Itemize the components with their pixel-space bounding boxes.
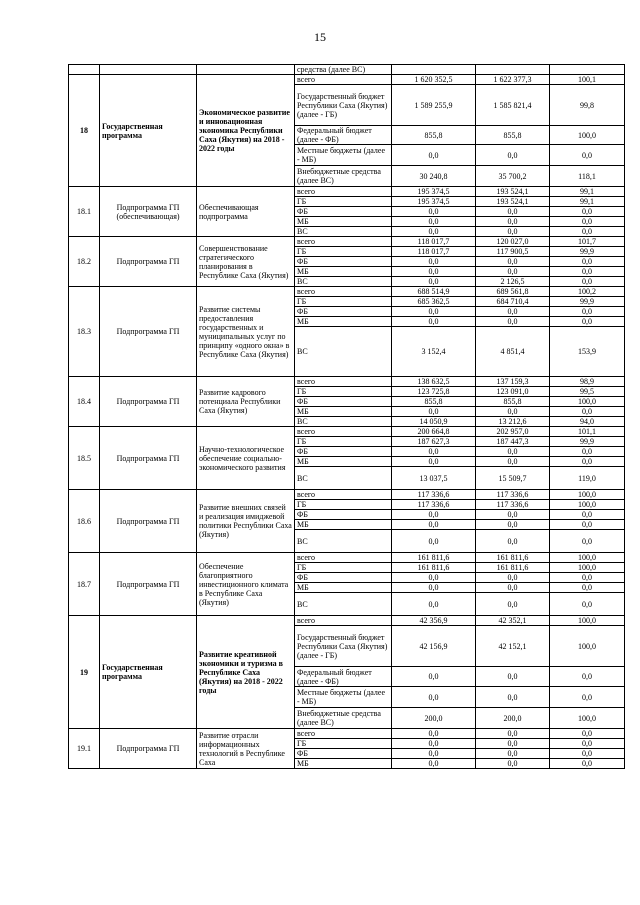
funding-source: ГБ — [295, 437, 392, 447]
percent-value: 0,0 — [550, 227, 625, 237]
table-row — [69, 377, 625, 387]
row-number: 18.1 — [69, 187, 100, 237]
table-row — [69, 729, 625, 739]
funding-source: ФБ — [295, 397, 392, 407]
planned-value: 0,0 — [392, 593, 476, 616]
actual-value: 684 710,4 — [476, 297, 550, 307]
percent-value: 0,0 — [550, 407, 625, 417]
planned-value: 0,0 — [392, 257, 476, 267]
percent-value: 100,0 — [550, 500, 625, 510]
actual-value: 689 561,8 — [476, 287, 550, 297]
funding-source: МБ — [295, 317, 392, 327]
actual-value: 193 524,1 — [476, 187, 550, 197]
page-number: 15 — [314, 30, 326, 44]
funding-source: ВС — [295, 227, 392, 237]
funding-source: всего — [295, 616, 392, 626]
planned-value: 0,0 — [392, 447, 476, 457]
planned-value: 0,0 — [392, 317, 476, 327]
percent-value: 0,0 — [550, 510, 625, 520]
percent-value: 99,9 — [550, 437, 625, 447]
actual-value: 137 159,3 — [476, 377, 550, 387]
planned-value: 161 811,6 — [392, 553, 476, 563]
funding-source: ГБ — [295, 739, 392, 749]
funding-source: Местные бюджеты (далее - МБ) — [295, 687, 392, 708]
funding-source: ГБ — [295, 297, 392, 307]
table-row — [69, 616, 625, 626]
planned-value: 0,0 — [392, 739, 476, 749]
funding-source: Федеральный бюджет (далее - ФБ) — [295, 667, 392, 687]
funding-source: всего — [295, 427, 392, 437]
row-number: 18 — [69, 75, 100, 187]
planned-value: 200 664,8 — [392, 427, 476, 437]
funding-source: ФБ — [295, 257, 392, 267]
planned-value: 0,0 — [392, 520, 476, 530]
funding-source: ВС — [295, 277, 392, 287]
program-type: Государственная программа — [100, 75, 197, 187]
program-type: Подпрограмма ГП — [100, 553, 197, 616]
table-row — [69, 237, 625, 247]
percent-value: 0,0 — [550, 687, 625, 708]
funding-source: всего — [295, 287, 392, 297]
actual-value: 0,0 — [476, 217, 550, 227]
actual-value: 0,0 — [476, 267, 550, 277]
program-type: Подпрограмма ГП — [100, 237, 197, 287]
funding-source: всего — [295, 553, 392, 563]
percent-value: 0,0 — [550, 593, 625, 616]
planned-value: 161 811,6 — [392, 563, 476, 573]
planned-value: 685 362,5 — [392, 297, 476, 307]
planned-value: 0,0 — [392, 217, 476, 227]
program-type: Подпрограмма ГП — [100, 490, 197, 553]
actual-value: 0,0 — [476, 759, 550, 769]
actual-value: 117 900,5 — [476, 247, 550, 257]
percent-value: 0,0 — [550, 447, 625, 457]
funding-source: ВС — [295, 467, 392, 490]
program-type: Подпрограмма ГП (обеспечивающая) — [100, 187, 197, 237]
percent-value: 100,0 — [550, 708, 625, 729]
planned-value: 0,0 — [392, 207, 476, 217]
row-number: 18.2 — [69, 237, 100, 287]
planned-value: 0,0 — [392, 307, 476, 317]
percent-value: 100,0 — [550, 616, 625, 626]
planned-value: 855,8 — [392, 126, 476, 145]
funding-source: ВС — [295, 417, 392, 427]
planned-value: 3 152,4 — [392, 327, 476, 377]
actual-value: 0,0 — [476, 407, 550, 417]
percent-value: 99,9 — [550, 297, 625, 307]
actual-value: 0,0 — [476, 207, 550, 217]
funding-source: всего — [295, 490, 392, 500]
actual-value: 161 811,6 — [476, 553, 550, 563]
actual-value: 35 700,2 — [476, 166, 550, 187]
table-row — [69, 287, 625, 297]
funding-source: ГБ — [295, 387, 392, 397]
planned-value: 117 336,6 — [392, 490, 476, 500]
percent-value: 101,1 — [550, 427, 625, 437]
percent-value: 100,2 — [550, 287, 625, 297]
percent-value: 0,0 — [550, 583, 625, 593]
actual-value: 0,0 — [476, 520, 550, 530]
funding-source: ГБ — [295, 563, 392, 573]
percent-value: 101,7 — [550, 237, 625, 247]
actual-value: 855,8 — [476, 126, 550, 145]
budget-table — [68, 64, 625, 769]
program-name: Экономическое развитие и инновационная экономика Республики Саха (Якутия) на 2018 - 2022 годы — [197, 75, 295, 187]
actual-value: 202 957,0 — [476, 427, 550, 437]
actual-value: 187 447,3 — [476, 437, 550, 447]
planned-value: 30 240,8 — [392, 166, 476, 187]
actual-value: 200,0 — [476, 708, 550, 729]
funding-source: ГБ — [295, 247, 392, 257]
actual-value: 1 622 377,3 — [476, 75, 550, 85]
program-type: Государственная программа — [100, 616, 197, 729]
funding-source: МБ — [295, 759, 392, 769]
percent-value: 0,0 — [550, 667, 625, 687]
funding-source: ВС — [295, 530, 392, 553]
actual-value: 0,0 — [476, 729, 550, 739]
funding-source: ФБ — [295, 207, 392, 217]
percent-value: 100,0 — [550, 553, 625, 563]
planned-value: 0,0 — [392, 145, 476, 166]
actual-value: 0,0 — [476, 257, 550, 267]
actual-value: 0,0 — [476, 583, 550, 593]
planned-value: 0,0 — [392, 407, 476, 417]
program-type: Подпрограмма ГП — [100, 427, 197, 490]
percent-value: 99,1 — [550, 187, 625, 197]
percent-value: 99,8 — [550, 85, 625, 126]
actual-value: 0,0 — [476, 457, 550, 467]
program-name: Развитие кадрового потенциала Республики Саха (Якутия) — [197, 377, 295, 427]
percent-value: 0,0 — [550, 267, 625, 277]
planned-value: 0,0 — [392, 687, 476, 708]
percent-value: 0,0 — [550, 530, 625, 553]
row-number: 19.1 — [69, 729, 100, 769]
actual-value: 0,0 — [476, 317, 550, 327]
actual-value: 15 509,7 — [476, 467, 550, 490]
planned-value: 13 037,5 — [392, 467, 476, 490]
percent-value: 99,5 — [550, 387, 625, 397]
percent-value: 100,0 — [550, 490, 625, 500]
program-name: Развитие системы предоставления государственных и муниципальных услуг по принципу «одного окна» в Республике Саха (Якутия) — [197, 287, 295, 377]
row-number: 18.3 — [69, 287, 100, 377]
funding-source: ФБ — [295, 749, 392, 759]
table-row — [69, 75, 625, 85]
funding-source: МБ — [295, 457, 392, 467]
planned-value: 118 017,7 — [392, 247, 476, 257]
percent-value: 0,0 — [550, 457, 625, 467]
percent-value: 153,9 — [550, 327, 625, 377]
actual-value: 123 091,0 — [476, 387, 550, 397]
percent-value: 0,0 — [550, 217, 625, 227]
percent-value: 0,0 — [550, 277, 625, 287]
actual-value: 120 027,0 — [476, 237, 550, 247]
percent-value: 100,0 — [550, 626, 625, 667]
actual-value: 4 851,4 — [476, 327, 550, 377]
actual-value: 42 352,1 — [476, 616, 550, 626]
percent-value: 0,0 — [550, 739, 625, 749]
actual-value: 0,0 — [476, 573, 550, 583]
funding-source: ФБ — [295, 573, 392, 583]
planned-value: 0,0 — [392, 583, 476, 593]
funding-source: Государственный бюджет Республики Саха (Якутия) (далее - ГБ) — [295, 626, 392, 667]
funding-source: средства (далее ВС) — [295, 65, 392, 75]
percent-value: 0,0 — [550, 307, 625, 317]
planned-value: 138 632,5 — [392, 377, 476, 387]
planned-value: 14 050,9 — [392, 417, 476, 427]
percent-value: 0,0 — [550, 759, 625, 769]
program-type: Подпрограмма ГП — [100, 287, 197, 377]
actual-value: 193 524,1 — [476, 197, 550, 207]
actual-value: 0,0 — [476, 307, 550, 317]
percent-value: 0,0 — [550, 749, 625, 759]
actual-value: 1 585 821,4 — [476, 85, 550, 126]
actual-value: 0,0 — [476, 447, 550, 457]
program-name: Обеспечение благоприятного инвестиционного климата в Республике Саха (Якутия) — [197, 553, 295, 616]
actual-value: 42 152,1 — [476, 626, 550, 667]
planned-value: 0,0 — [392, 457, 476, 467]
planned-value: 0,0 — [392, 277, 476, 287]
actual-value: 117 336,6 — [476, 500, 550, 510]
planned-value: 0,0 — [392, 510, 476, 520]
planned-value: 0,0 — [392, 759, 476, 769]
table-row — [69, 187, 625, 197]
actual-value: 13 212,6 — [476, 417, 550, 427]
funding-source: всего — [295, 377, 392, 387]
percent-value: 100,0 — [550, 563, 625, 573]
funding-source: МБ — [295, 217, 392, 227]
percent-value: 100,1 — [550, 75, 625, 85]
actual-value: 161 811,6 — [476, 563, 550, 573]
funding-source: всего — [295, 75, 392, 85]
percent-value: 0,0 — [550, 145, 625, 166]
actual-value: 0,0 — [476, 667, 550, 687]
planned-value: 0,0 — [392, 749, 476, 759]
planned-value: 200,0 — [392, 708, 476, 729]
funding-source: Внебюджетные средства (далее ВС) — [295, 708, 392, 729]
planned-value: 42 356,9 — [392, 616, 476, 626]
table-row — [69, 490, 625, 500]
funding-source: ФБ — [295, 307, 392, 317]
actual-value: 0,0 — [476, 593, 550, 616]
percent-value: 0,0 — [550, 520, 625, 530]
planned-value: 117 336,6 — [392, 500, 476, 510]
actual-value: 0,0 — [476, 145, 550, 166]
row-number: 18.6 — [69, 490, 100, 553]
actual-value: 0,0 — [476, 749, 550, 759]
program-name: Научно-технологическое обеспечение социально-экономического развития — [197, 427, 295, 490]
funding-source: всего — [295, 187, 392, 197]
planned-value: 0,0 — [392, 667, 476, 687]
percent-value: 0,0 — [550, 207, 625, 217]
planned-value: 1 620 352,5 — [392, 75, 476, 85]
planned-value: 187 627,3 — [392, 437, 476, 447]
funding-source: ГБ — [295, 500, 392, 510]
funding-source: МБ — [295, 520, 392, 530]
row-number: 18.5 — [69, 427, 100, 490]
program-name: Развитие отрасли информационных технологий в Республике Саха — [197, 729, 295, 769]
planned-value: 1 589 255,9 — [392, 85, 476, 126]
funding-source: всего — [295, 729, 392, 739]
actual-value: 117 336,6 — [476, 490, 550, 500]
funding-source: Внебюджетные средства (далее ВС) — [295, 166, 392, 187]
row-number: 18.4 — [69, 377, 100, 427]
funding-source: ФБ — [295, 447, 392, 457]
planned-value: 0,0 — [392, 267, 476, 277]
actual-value: 0,0 — [476, 530, 550, 553]
funding-source: МБ — [295, 583, 392, 593]
planned-value: 195 374,5 — [392, 197, 476, 207]
program-type: Подпрограмма ГП — [100, 729, 197, 769]
actual-value: 0,0 — [476, 687, 550, 708]
planned-value: 123 725,8 — [392, 387, 476, 397]
funding-source: Федеральный бюджет (далее - ФБ) — [295, 126, 392, 145]
program-name: Совершенствование стратегического планирования в Республике Саха (Якутия) — [197, 237, 295, 287]
actual-value: 0,0 — [476, 739, 550, 749]
funding-source: ВС — [295, 327, 392, 377]
percent-value: 0,0 — [550, 573, 625, 583]
funding-source: ФБ — [295, 510, 392, 520]
percent-value: 0,0 — [550, 257, 625, 267]
funding-source: ГБ — [295, 197, 392, 207]
row-number: 19 — [69, 616, 100, 729]
planned-value: 195 374,5 — [392, 187, 476, 197]
table-row — [69, 553, 625, 563]
funding-source: Местные бюджеты (далее - МБ) — [295, 145, 392, 166]
funding-source: МБ — [295, 267, 392, 277]
program-name: Развитие креативной экономики и туризма в Республике Саха (Якутия) на 2018 - 2022 годы — [197, 616, 295, 729]
program-name: Развитие внешних связей и реализация имиджевой политики Республики Саха (Якутия) — [197, 490, 295, 553]
program-type: Подпрограмма ГП — [100, 377, 197, 427]
planned-value: 0,0 — [392, 573, 476, 583]
planned-value: 0,0 — [392, 227, 476, 237]
actual-value: 0,0 — [476, 227, 550, 237]
percent-value: 119,0 — [550, 467, 625, 490]
planned-value: 0,0 — [392, 729, 476, 739]
funding-source: МБ — [295, 407, 392, 417]
percent-value: 99,9 — [550, 247, 625, 257]
funding-source: ВС — [295, 593, 392, 616]
row-number: 18.7 — [69, 553, 100, 616]
percent-value: 0,0 — [550, 317, 625, 327]
percent-value: 100,0 — [550, 126, 625, 145]
table-row — [69, 427, 625, 437]
actual-value: 2 126,5 — [476, 277, 550, 287]
funding-source: Государственный бюджет Республики Саха (Якутия) (далее - ГБ) — [295, 85, 392, 126]
percent-value: 0,0 — [550, 729, 625, 739]
table-row — [69, 65, 625, 75]
planned-value: 855,8 — [392, 397, 476, 407]
percent-value: 94,0 — [550, 417, 625, 427]
percent-value: 118,1 — [550, 166, 625, 187]
actual-value: 0,0 — [476, 510, 550, 520]
percent-value: 98,9 — [550, 377, 625, 387]
funding-source: всего — [295, 237, 392, 247]
planned-value: 0,0 — [392, 530, 476, 553]
planned-value: 688 514,9 — [392, 287, 476, 297]
planned-value: 118 017,7 — [392, 237, 476, 247]
program-name: Обеспечивающая подпрограмма — [197, 187, 295, 237]
actual-value: 855,8 — [476, 397, 550, 407]
percent-value: 100,0 — [550, 397, 625, 407]
planned-value: 42 156,9 — [392, 626, 476, 667]
percent-value: 99,1 — [550, 197, 625, 207]
